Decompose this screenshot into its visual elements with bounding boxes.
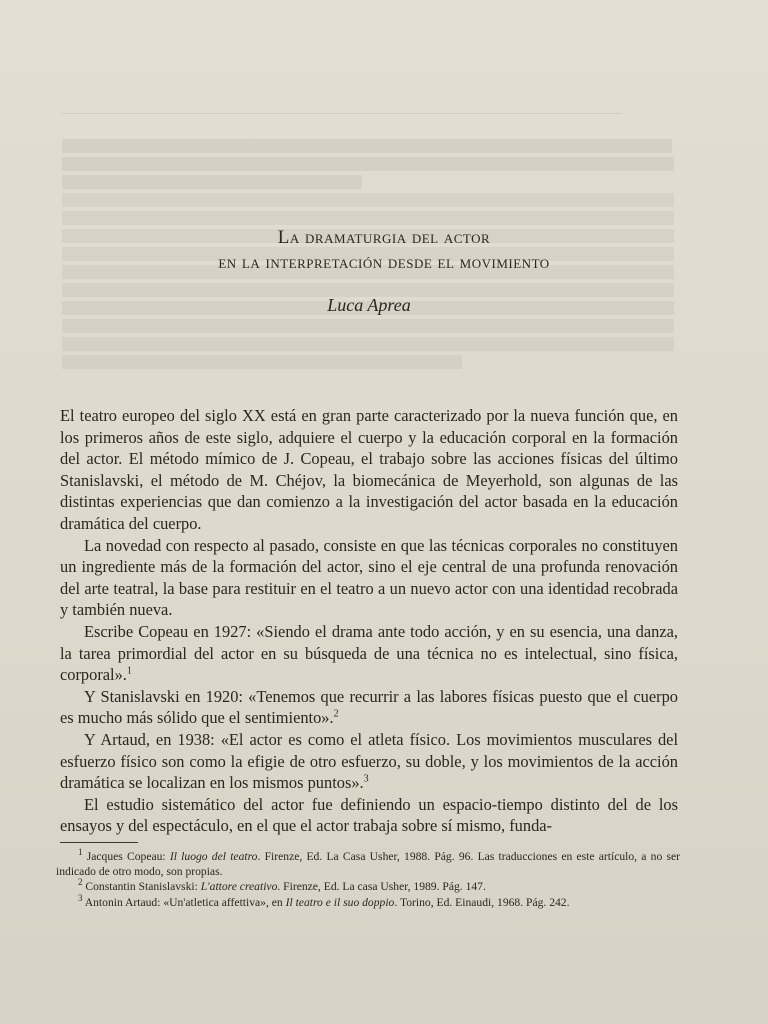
cited-title: L'attore creativo [200,880,278,894]
footnote-marker: 2 [333,708,339,720]
body-paragraph: Y Artaud, en 1938: «El actor es como el atleta físico. Los movimientos musculares del esfuerzo físico son como la efigie de otro esfuerzo, su doble, y los movimientos de la acción dramática se localizan en los mismos puntos».$^3$ [60,729,678,793]
footnote: $^1$ Jacques Copeau: Il luogo del teatro. Firenze, Ed. La Casa Usher, 1988. Pág. 96. Las traducciones en este artículo, a no ser indicado de otro modo, son propias. [56,847,680,879]
cited-title: Il teatro e il suo doppio [285,895,395,909]
footnote-number: 2 [78,877,83,888]
footnote-divider [60,842,138,843]
body-paragraph: La novedad con respecto al pasado, consiste en que las técnicas corporales no constituyen un ingrediente más de la formación del actor, sino el eje central de una profunda renovación del arte teatral, la base para restituir en el teatro a un nuevo actor con una identidad recobrada y también nueva. [60,535,678,620]
footnote-number: 1 [78,847,83,858]
footnote: $^3$ Antonin Artaud: «Un'atletica affettiva», en Il teatro e il suo doppio. Torino, Ed. Einaudi, 1968. Pág. 242. [78,892,570,909]
footnote-marker: 3 [363,773,369,785]
article-title-line-2: en la interpretación desde el movimiento [218,252,550,273]
article-body [60,405,678,837]
footnotes [56,849,680,910]
body-paragraph: El estudio sistemático del actor fue definiendo un espacio-tiempo distinto del de los ensayos y del espectáculo, en el que el actor trabaja sobre sí mismo, funda- [60,794,678,836]
article-title-line-1: La dramaturgia del actor [277,227,491,248]
cited-title: Il luogo del teatro [169,850,258,863]
body-paragraph: Y Stanislavski en 1920: «Tenemos que recurrir a las labores físicas puesto que el cuerpo es mucho más sólido que el sentimiento».$^2$ [60,686,678,728]
author-name: Luca Aprea [327,295,411,315]
footnote-marker: 1 [126,665,132,677]
footnote-number: 3 [78,892,83,903]
footnote: $^2$ Constantin Stanislavski: L'attore creativo. Firenze, Ed. La casa Usher, 1989. Pág. 147. [78,877,486,894]
body-paragraph: Escribe Copeau en 1927: «Siendo el drama ante todo acción, y en su esencia, una danza, la tarea primordial del actor en su búsqueda de una técnica no es intelectual, sino física, corporal».$^1$ [60,621,678,685]
body-paragraph: El teatro europeo del siglo XX está en gran parte caracterizado por la nueva función que, en los primeros años de este siglo, adquiere el cuerpo y la educación corporal en la formación del actor. El método mímico de J. Copeau, el trabajo sobre las acciones físicas del último Stanislavski, el método de M. Chéjov, la biomecánica de Meyerhold, son algunas de las distintas experiencias que dan comienzo a la investigación del actor basada en la educación dramática del cuerpo. [60,406,678,533]
